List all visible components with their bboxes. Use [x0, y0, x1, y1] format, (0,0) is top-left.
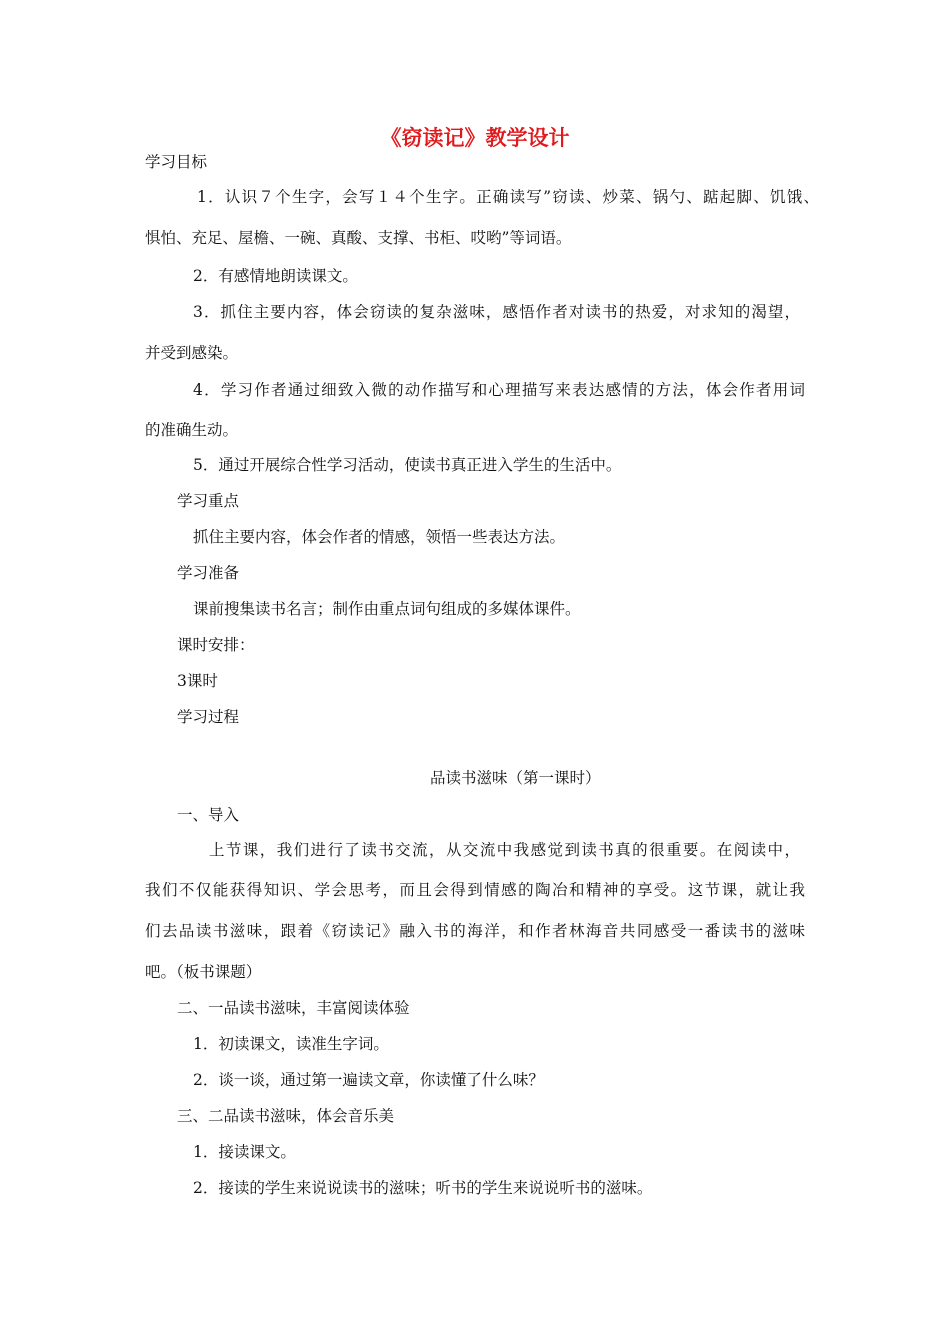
goal-item-5: 5．通过开展综合性学习活动，使读书真正进入学生的生活中。: [193, 456, 622, 474]
goal-item-2: 2．有感情地朗读课文。: [193, 267, 358, 285]
intro-line-4: 吧。（板书课题）: [145, 963, 262, 981]
goal-item-3-line-1: 3．抓住主要内容，体会窃读的复杂滋味，感悟作者对读书的热爱，对求知的渴望，: [193, 303, 800, 321]
intro-heading: 一、导入: [177, 806, 240, 824]
document-title: 《窃读记》教学设计: [380, 126, 570, 150]
process-heading: 学习过程: [177, 708, 240, 726]
goal-item-4-line-2: 的准确生动。: [145, 421, 239, 439]
section2-item-2: 2．谈一谈，通过第一遍读文章，你读懂了什么味？: [193, 1071, 544, 1089]
lesson1-title: 品读书滋味（第一课时）: [430, 769, 601, 787]
intro-line-1: 上节课，我们进行了读书交流，从交流中我感觉到读书真的很重要。在阅读中，: [209, 841, 800, 859]
intro-line-2: 我们不仅能获得知识、学会思考，而且会得到情感的陶冶和精神的享受。这节课，就让我: [145, 881, 805, 899]
goal-item-4-line-1: 4．学习作者通过细致入微的动作描写和心理描写来表达感情的方法，体会作者用词: [193, 381, 805, 399]
section2-item-1: 1．初读课文，读准生字词。: [193, 1035, 389, 1053]
schedule-heading: 课时安排：: [177, 636, 255, 654]
goal-item-3-line-2: 并受到感染。: [145, 344, 239, 362]
goal-item-1-line-1: 1．认识７个生字，会写１４个生字。正确读写”窃读、炒菜、锅勺、踮起脚、饥饿、: [197, 188, 819, 206]
key-points-text: 抓住主要内容，体会作者的情感，领悟一些表达方法。: [193, 528, 566, 546]
section3-item-1: 1．接读课文。: [193, 1143, 296, 1161]
preparation-text: 课前搜集读书名言；制作由重点词句组成的多媒体课件。: [193, 600, 581, 618]
goal-item-1-line-2: 惧怕、充足、屋檐、一碗、真酸、支撑、书柜、哎哟”等词语。: [145, 229, 572, 247]
intro-line-3: 们去品读书滋味，跟着《窃读记》融入书的海洋，和作者林海音共同感受一番读书的滋味: [145, 922, 805, 940]
preparation-heading: 学习准备: [177, 564, 240, 582]
schedule-text: 3课时: [177, 672, 218, 690]
section2-heading: 二、一品读书滋味，丰富阅读体验: [177, 999, 410, 1017]
goals-heading: 学习目标: [145, 153, 208, 171]
section3-item-2: 2．接读的学生来说说读书的滋味；听书的学生来说说听书的滋味。: [193, 1179, 653, 1197]
section3-heading: 三、二品读书滋味，体会音乐美: [177, 1107, 395, 1125]
key-points-heading: 学习重点: [177, 492, 240, 510]
